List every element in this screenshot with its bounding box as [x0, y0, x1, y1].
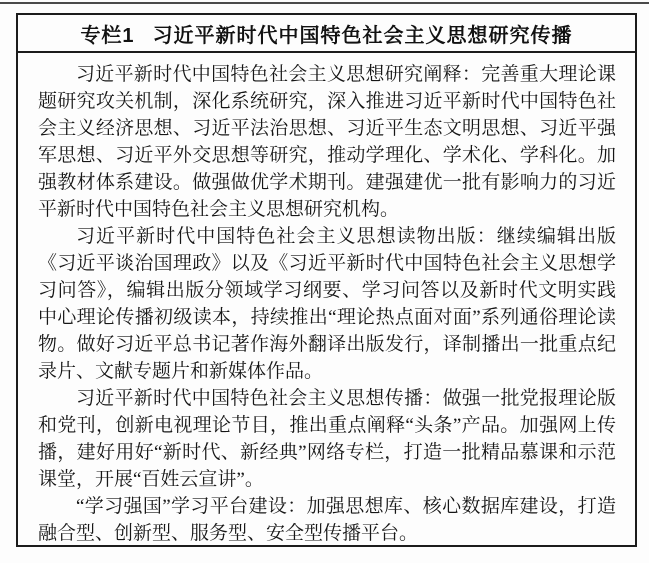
paragraph-research-interpretation: 习近平新时代中国特色社会主义思想研究阐释：完善重大理论课题研究攻关机制，深化系统研究，深入推进习近平新时代中国特色社会主义经济思想、习近平法治思想、习近平生态文明思想、习近平强军思想、习近平外交思想等研究，推动学理化、学术化、学科化。加强教材体系建设。做强做优学术期刊。建强建优一批有影响力的习近平新时代中国特色社会主义思想研究机构。 [38, 64, 616, 220]
column-title-text: 习近平新时代中国特色社会主义思想研究传播 [152, 24, 573, 47]
paragraph-xuexi-qiangguo-platform: “学习强国”学习平台建设：加强思想库、核心数据库建设，打造融合型、创新型、服务型、安全型传播平台。 [38, 496, 616, 544]
column-body [18, 53, 635, 547]
column-box [16, 13, 637, 547]
column-title-bar [18, 15, 635, 53]
paragraph-publications: 习近平新时代中国特色社会主义思想读物出版：继续编辑出版《习近平谈治国理政》以及《习近平新时代中国特色社会主义思想学习问答》，编辑出版分领域学习纲要、学习问答以及新时代文明实践中心理论传播初级读本，持续推出“理论热点面对面”系列通俗理论读物。做好习近平总书记著作海外翻译出版发行，译制播出一批重点纪录片、文献专题片和新媒体作品。 [38, 226, 616, 382]
top-rule-divider [0, 2, 649, 4]
column-title-label: 专栏1 [80, 24, 135, 47]
paragraph-dissemination: 习近平新时代中国特色社会主义思想传播：做强一批党报理论版和党刊，创新电视理论节目，推出重点阐释“头条”产品。加强网上传播，建好用好“新时代、新经典”网络专栏，打造一批精品慕课和示范课堂，开展“百姓云宣讲”。 [38, 388, 616, 490]
